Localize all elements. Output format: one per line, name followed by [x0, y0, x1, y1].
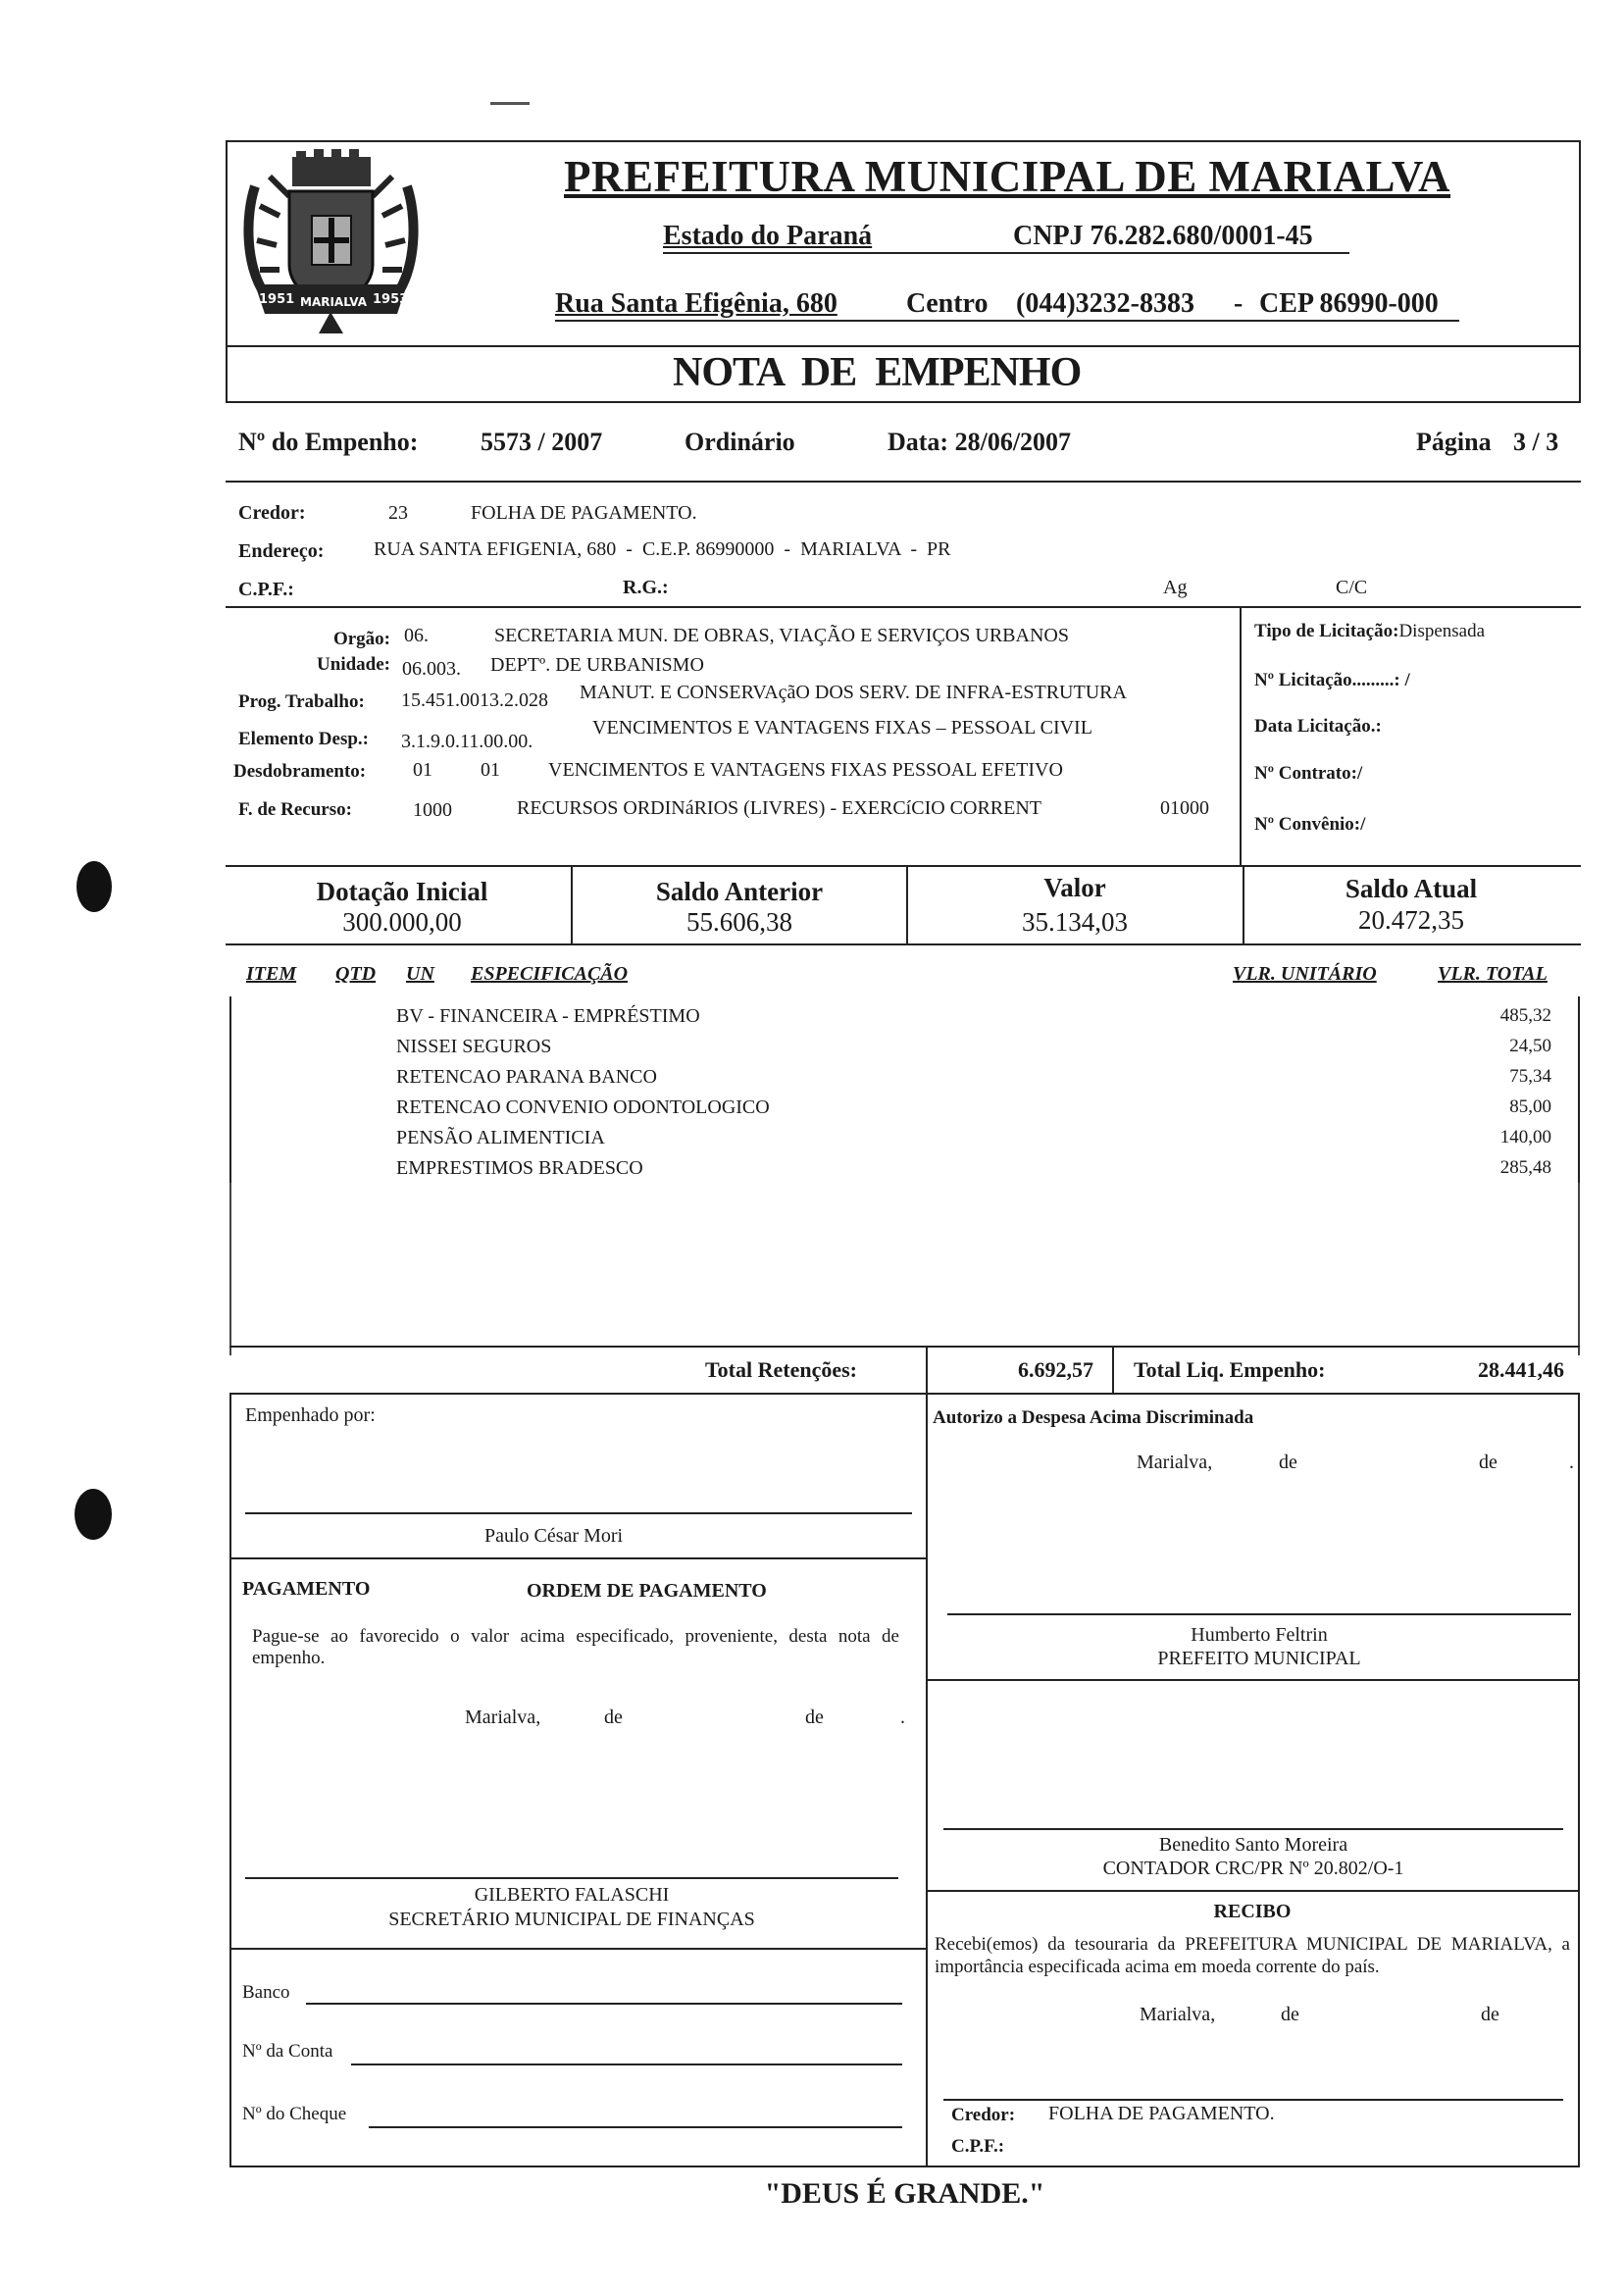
cpf-label: C.P.F.:: [238, 579, 294, 600]
col-vlr-total: VLR. TOTAL: [1438, 963, 1548, 985]
recibo-de-1: de: [1281, 2004, 1299, 2025]
page-number: 3 / 3: [1513, 428, 1559, 456]
street-label: Rua Santa Efigênia, 680: [555, 288, 837, 319]
address-dash: -: [1234, 288, 1243, 319]
address-label: Endereço:: [238, 540, 325, 562]
desdobramento-a: 01: [413, 759, 432, 781]
crest-year-left: 1951: [259, 292, 295, 307]
unidade-code: 06.003.: [402, 658, 461, 680]
saldo-atual-value: 20.472,35: [1358, 905, 1464, 935]
item-total: 485,32: [1499, 1005, 1551, 1026]
desdobramento-b: 01: [481, 759, 500, 781]
item-total: 85,00: [1509, 1096, 1551, 1117]
recibo-text: Recebi(emos) da tesouraria da PREFEITURA MUNICIPAL DE MARIALVA, a importância especificada acima em moeda corrente do país.: [935, 1934, 1570, 1977]
col-vlr-unitario: VLR. UNITÁRIO: [1233, 963, 1377, 985]
col-especificacao: ESPECIFICAÇÃO: [471, 963, 629, 985]
recibo-credor-value: FOLHA DE PAGAMENTO.: [1048, 2103, 1275, 2124]
saldo-atual-label: Saldo Atual: [1345, 874, 1478, 903]
state-label: Estado do Paraná: [663, 221, 873, 251]
pagamento-period: .: [900, 1707, 905, 1728]
cep-label: CEP 86990-000: [1259, 288, 1439, 319]
crest-year-right: 1953: [373, 292, 409, 307]
orgao-code: 06.: [404, 625, 429, 646]
unidade-desc: DEPTº. DE URBANISMO: [490, 654, 704, 676]
saldo-anterior-label: Saldo Anterior: [655, 877, 824, 906]
recibo-credor-label: Credor:: [951, 2105, 1016, 2125]
prefeito-signature-line: [947, 1613, 1571, 1615]
secretario-title: SECRETÁRIO MUNICIPAL DE FINANÇAS: [388, 1909, 755, 1930]
prefeito-title: PREFEITO MUNICIPAL: [1157, 1648, 1361, 1669]
banco-field[interactable]: [306, 2003, 902, 2005]
secretario-name: GILBERTO FALASCHI: [474, 1884, 670, 1906]
cheque-label: Nº do Cheque: [242, 2104, 347, 2124]
cc-label: C/C: [1336, 577, 1368, 598]
recurso-code: 1000: [413, 799, 452, 821]
item-desc: NISSEI SEGUROS: [396, 1036, 552, 1057]
autorizo-place: Marialva,: [1137, 1452, 1213, 1473]
credor-label: Credor:: [238, 502, 306, 524]
ag-label: Ag: [1163, 577, 1188, 598]
district-label: Centro: [906, 288, 989, 319]
col-un: UN: [406, 963, 434, 985]
item-total: 24,50: [1509, 1036, 1551, 1056]
recurso-desc: RECURSOS ORDINáRIOS (LIVRES) - EXERCíCIO CORRENT: [517, 797, 1042, 819]
recurso-label: F. de Recurso:: [238, 799, 352, 820]
autorizo-despesa: Autorizo a Despesa Acima Discriminada: [933, 1407, 1254, 1428]
scan-speck: [490, 102, 530, 105]
autorizo-de-2: de: [1479, 1452, 1497, 1473]
col-item: ITEM: [246, 963, 297, 985]
pagamento-de-2: de: [805, 1707, 824, 1728]
orgao-desc: SECRETARIA MUN. DE OBRAS, VIAÇÃO E SERVIÇOS URBANOS: [494, 625, 1069, 646]
item-total: 285,48: [1499, 1157, 1551, 1178]
unidade-label: Unidade:: [317, 654, 390, 675]
recibo-title: RECIBO: [1213, 1901, 1292, 1922]
item-desc: RETENCAO PARANA BANCO: [396, 1066, 657, 1088]
total-retencoes-value: 6.692,57: [1018, 1357, 1093, 1382]
recibo-cpf-label: C.P.F.:: [951, 2136, 1005, 2157]
pagamento-place: Marialva,: [465, 1707, 541, 1728]
prefeito-name: Humberto Feltrin: [1191, 1624, 1328, 1646]
contador-signature-line: [943, 1828, 1563, 1830]
doc-title: NOTA DE EMPENHO: [673, 350, 1082, 395]
autorizo-period: .: [1569, 1452, 1574, 1473]
orgao-label: Orgão:: [332, 629, 390, 649]
contador-title: CONTADOR CRC/PR Nº 20.802/O-1: [1102, 1858, 1404, 1879]
numero-convenio: Nº Convênio:/: [1254, 814, 1366, 835]
empenho-date: Data: 28/06/2007: [888, 428, 1072, 456]
prog-code: 15.451.0013.2.028: [401, 689, 548, 711]
total-liquido-label: Total Liq. Empenho:: [1134, 1357, 1326, 1382]
contador-name: Benedito Santo Moreira: [1158, 1834, 1348, 1856]
secretario-signature-line: [245, 1877, 898, 1879]
tipo-licitacao-value: Dispensada: [1398, 621, 1486, 641]
phone-label: (044)3232-8383: [1016, 288, 1194, 319]
desdobramento-label: Desdobramento:: [233, 761, 367, 782]
recurso-code2: 01000: [1160, 797, 1209, 819]
credor-name: FOLHA DE PAGAMENTO.: [471, 502, 697, 524]
empenhado-por-name: Paulo César Mori: [484, 1525, 624, 1547]
empenhado-por-label: Empenhado por:: [245, 1404, 376, 1426]
elemento-label: Elemento Desp.:: [238, 729, 369, 749]
col-qtd: QTD: [335, 963, 377, 985]
cnpj-label: CNPJ 76.282.680/0001-45: [1013, 221, 1313, 251]
prog-desc: MANUT. E CONSERVAçãO DOS SERV. DE INFRA-ESTRUTURA: [580, 682, 1127, 703]
numero-contrato: Nº Contrato:/: [1254, 763, 1363, 784]
autorizo-de-1: de: [1279, 1452, 1297, 1473]
item-desc: PENSÃO ALIMENTICIA: [396, 1127, 605, 1148]
pagamento-label: PAGAMENTO: [242, 1578, 371, 1600]
footer-motto: "DEUS É GRANDE.": [764, 2177, 1045, 2210]
elemento-desc: VENCIMENTOS E VANTAGENS FIXAS – PESSOAL CIVIL: [592, 717, 1092, 739]
conta-field[interactable]: [351, 2064, 902, 2065]
pagamento-de-1: de: [604, 1707, 623, 1728]
total-liquido-value: 28.441,46: [1478, 1357, 1564, 1382]
empenho-number-label: Nº do Empenho:: [238, 428, 419, 456]
empenho-number: 5573 / 2007: [481, 428, 603, 456]
municipal-crest: [235, 147, 427, 338]
empenhado-signature-line: [245, 1512, 912, 1514]
prefeitura-title: PREFEITURA MUNICIPAL DE MARIALVA: [564, 152, 1451, 201]
ordem-pagamento-label: ORDEM DE PAGAMENTO: [527, 1580, 767, 1602]
dotacao-inicial-label: Dotação Inicial: [316, 877, 488, 906]
cheque-field[interactable]: [369, 2126, 902, 2128]
punch-hole-top: [76, 861, 112, 912]
recibo-place: Marialva,: [1140, 2004, 1216, 2025]
crest-banner: MARIALVA: [300, 295, 367, 309]
valor-value: 35.134,03: [1022, 907, 1128, 937]
desdobramento-desc: VENCIMENTOS E VANTAGENS FIXAS PESSOAL EFETIVO: [548, 759, 1063, 781]
empenho-type: Ordinário: [685, 428, 795, 456]
total-retencoes-label: Total Retenções:: [705, 1357, 857, 1382]
recibo-de-2: de: [1481, 2004, 1499, 2025]
item-desc: EMPRESTIMOS BRADESCO: [396, 1157, 643, 1179]
item-desc: BV - FINANCEIRA - EMPRÉSTIMO: [396, 1005, 700, 1027]
tipo-licitacao-label: Tipo de Licitação:: [1254, 621, 1399, 641]
conta-label: Nº da Conta: [242, 2041, 333, 2062]
prog-label: Prog. Trabalho:: [238, 691, 365, 712]
valor-label: Valor: [1043, 873, 1106, 902]
saldo-anterior-value: 55.606,38: [686, 907, 792, 937]
page-label: Página: [1416, 428, 1492, 456]
numero-licitacao: Nº Licitação.........: /: [1254, 670, 1410, 690]
item-desc: RETENCAO CONVENIO ODONTOLOGICO: [396, 1096, 770, 1118]
item-total: 140,00: [1499, 1127, 1551, 1147]
data-licitacao: Data Licitação.:: [1254, 716, 1382, 737]
pague-text: Pague-se ao favorecido o valor acima especificado, proveniente, desta nota de empenho.: [252, 1626, 899, 1669]
dotacao-inicial-value: 300.000,00: [342, 907, 462, 937]
punch-hole-bottom: [75, 1489, 112, 1540]
rg-label: R.G.:: [623, 577, 669, 598]
recibo-signature-line: [943, 2099, 1563, 2101]
credor-address: RUA SANTA EFIGENIA, 680 - C.E.P. 86990000 - MARIALVA - PR: [374, 538, 951, 560]
tipo-licitacao: [1254, 621, 1485, 642]
banco-label: Banco: [242, 1982, 290, 2003]
credor-code: 23: [388, 502, 408, 524]
elemento-code: 3.1.9.0.11.00.00.: [401, 731, 533, 752]
item-total: 75,34: [1509, 1066, 1551, 1087]
